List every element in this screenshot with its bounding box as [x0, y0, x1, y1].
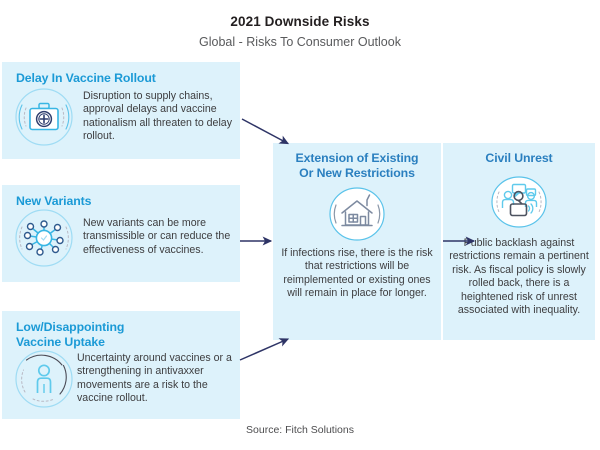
- risk-card-extension-of-restrictions: [273, 143, 441, 340]
- risk-card-body: Public backlash against restrictions remain a pertinent risk. As fiscal policy is slowly rolled back, there is a heightened risk of unrest associated with inequality.: [449, 237, 589, 317]
- risk-card-body: New variants can be more transmissible or can reduce the effectiveness of vaccines.: [83, 217, 231, 256]
- risk-card-low-vaccine-uptake: [2, 311, 240, 419]
- risk-card-heading-line-1: Extension of Existing: [295, 151, 419, 165]
- virus-icon: [13, 207, 75, 269]
- page-title: 2021 Downside Risks: [230, 14, 370, 29]
- arrow-uptake-to-extension: [240, 339, 288, 360]
- person-icon: [13, 348, 75, 410]
- risk-card-body: Uncertainty around vaccines or a strengthening in antivaxxer movements are a risk to the vaccine rollout.: [77, 352, 232, 405]
- risk-card-heading: New Variants: [16, 194, 92, 208]
- first-aid-kit-icon: [13, 86, 75, 148]
- risk-card-heading-line-2: Or New Restrictions: [299, 166, 415, 180]
- risk-card-heading: [16, 320, 124, 349]
- risk-card-new-variants: [2, 185, 240, 282]
- risk-card-heading: [273, 151, 441, 181]
- page-subtitle: Global - Risks To Consumer Outlook: [199, 35, 401, 49]
- risk-card-civil-unrest: [443, 143, 595, 340]
- risk-card-heading-line-2: Vaccine Uptake: [16, 334, 105, 349]
- risk-card-heading: Civil Unrest: [485, 151, 553, 165]
- source-note: Source: Fitch Solutions: [246, 424, 354, 436]
- risk-card-delay-in-vaccine-rollout: [2, 62, 240, 159]
- risk-card-body: If infections rise, there is the risk that restrictions will be reimplemented or existing ones will remain in place for longer.: [281, 247, 433, 300]
- house-icon: [326, 183, 388, 245]
- risk-card-heading: Delay In Vaccine Rollout: [16, 71, 156, 85]
- risk-card-heading-line-1: Low/Disappointing: [16, 320, 125, 334]
- arrow-delay-to-extension: [242, 119, 288, 144]
- people-discussion-icon: [488, 171, 550, 233]
- risk-card-body: Disruption to supply chains, approval delays and vaccine nationalism all threaten to delay rollout.: [83, 90, 232, 143]
